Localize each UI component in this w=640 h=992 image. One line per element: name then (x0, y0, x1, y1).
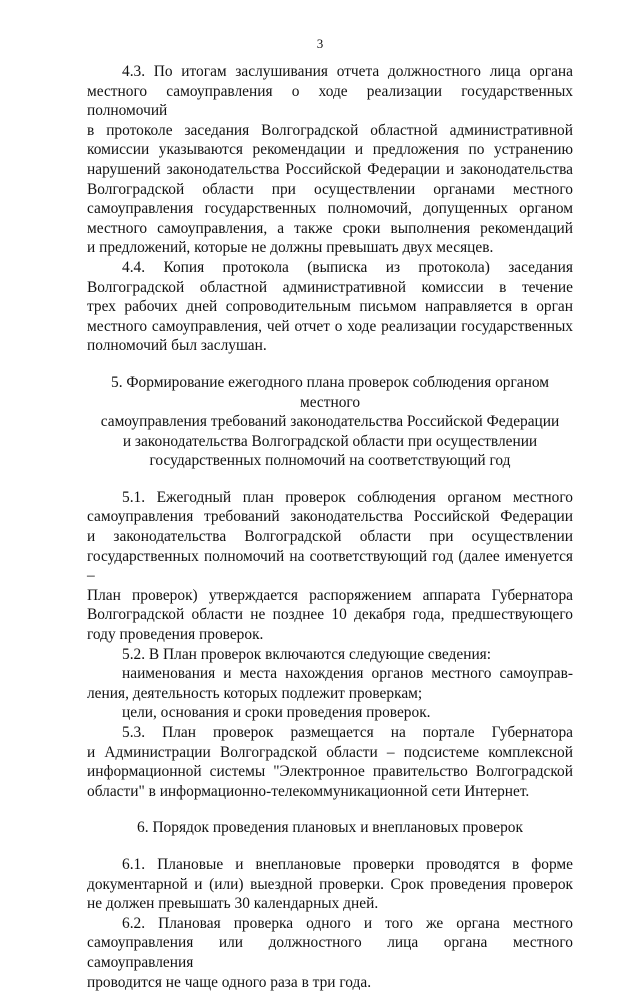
section-heading (87, 373, 573, 471)
text-line: комиссии указываются рекомендации и предложения по устранению (87, 141, 573, 159)
text-line: местного самоуправления о ходе реализации государственных полномочий (87, 82, 573, 120)
text-line: году проведения проверок. (87, 626, 264, 644)
spacer (87, 471, 573, 488)
heading-line: и законодательства Волгоградской области при осуществлении (122, 432, 538, 450)
paragraph (87, 703, 573, 723)
page-number: 3 (316, 36, 324, 51)
text-line: информационной системы "Электронное правительство Волгоградской (87, 763, 573, 781)
text-line: документарной и (или) выездной проверки. Срок проведения проверок (87, 875, 573, 893)
text-line: Волгоградской области при осуществлении органами местного (87, 180, 573, 198)
paragraph (87, 645, 573, 665)
text-line: Волгоградской областной административной комиссии в течение (87, 278, 573, 296)
text-line: государственных полномочий на соответствующий год (далее именуется – (87, 547, 573, 585)
text-line: не должен превышать 30 календарных дней. (87, 895, 379, 913)
heading-line: 5. Формирование ежегодного плана проверок соблюдения органом местного (111, 373, 549, 411)
heading-line: самоуправления требований законодательства Российской Федерации (100, 413, 560, 431)
text-line: самоуправления требований законодательства Российской Федерации (87, 508, 573, 526)
text-line: Волгоградской области не позднее 10 декабря года, предшествующего (87, 606, 573, 624)
paragraph (87, 258, 573, 356)
text-line: и Администрации Волгоградской области – подсистеме комплексной (87, 743, 573, 761)
text-line: в протоколе заседания Волгоградской областной административной (87, 121, 573, 139)
text-line: и законодательства Волгоградской области при осуществлении (87, 528, 573, 546)
text-line: области" в информационно-телекоммуникационной сети Интернет. (87, 782, 530, 800)
text-line: 4.3. По итогам заслушивания отчета должностного лица органа (122, 63, 573, 80)
heading-line: 6. Порядок проведения плановых и внеплановых проверок (137, 819, 523, 837)
text-line: и предложений, которые не должны превышать двух месяцев. (87, 239, 494, 257)
text-line: проводится не чаще одного раза в три года. (87, 973, 372, 991)
text-line: наименования и места нахождения органов местного самоуправ- (122, 665, 573, 683)
text-line: 4.4. Копия протокола (выписка из протокола) заседания (122, 258, 573, 276)
text-line: местного самоуправления, чей отчет о ходе реализации государственных (87, 317, 573, 335)
text-line: 6.2. Плановая проверка одного и того же органа местного (122, 914, 573, 932)
text-line: самоуправления или должностного лица органа местного самоуправления (87, 934, 573, 971)
document-body (87, 62, 573, 992)
text-line: местного самоуправления, а также сроки выполнения рекомендаций (87, 219, 573, 237)
spacer (87, 801, 573, 818)
text-line: самоуправления государственных полномочий, допущенных органом (87, 200, 573, 218)
text-line: цели, основания и сроки проведения проверок. (122, 704, 431, 722)
spacer (87, 356, 573, 373)
text-line: 5.1. Ежегодный план проверок соблюдения органом местного (122, 488, 573, 506)
text-line: полномочий был заслушан. (87, 337, 267, 355)
text-line: 5.2. В План проверок включаются следующие сведения: (122, 645, 492, 663)
text-line: нарушений законодательства Российской Федерации и законодательства (87, 160, 573, 178)
paragraph (87, 914, 573, 992)
text-line: 5.3. План проверок размещается на портале Губернатора (122, 724, 573, 741)
paragraph (87, 664, 573, 703)
paragraph (87, 62, 573, 258)
spacer (87, 838, 573, 855)
section-heading (87, 818, 573, 838)
paragraph (87, 723, 573, 801)
text-line: План проверок) утверждается распоряжением аппарата Губернатора (87, 586, 573, 604)
text-line: трех рабочих дней сопроводительным письмом направляется в орган (87, 298, 573, 316)
paragraph (87, 488, 573, 645)
heading-line: государственных полномочий на соответствующий год (149, 452, 511, 470)
text-line: ления, деятельность которых подлежит проверкам; (87, 684, 423, 702)
text-line: 6.1. Плановые и внеплановые проверки проводятся в форме (122, 855, 573, 873)
